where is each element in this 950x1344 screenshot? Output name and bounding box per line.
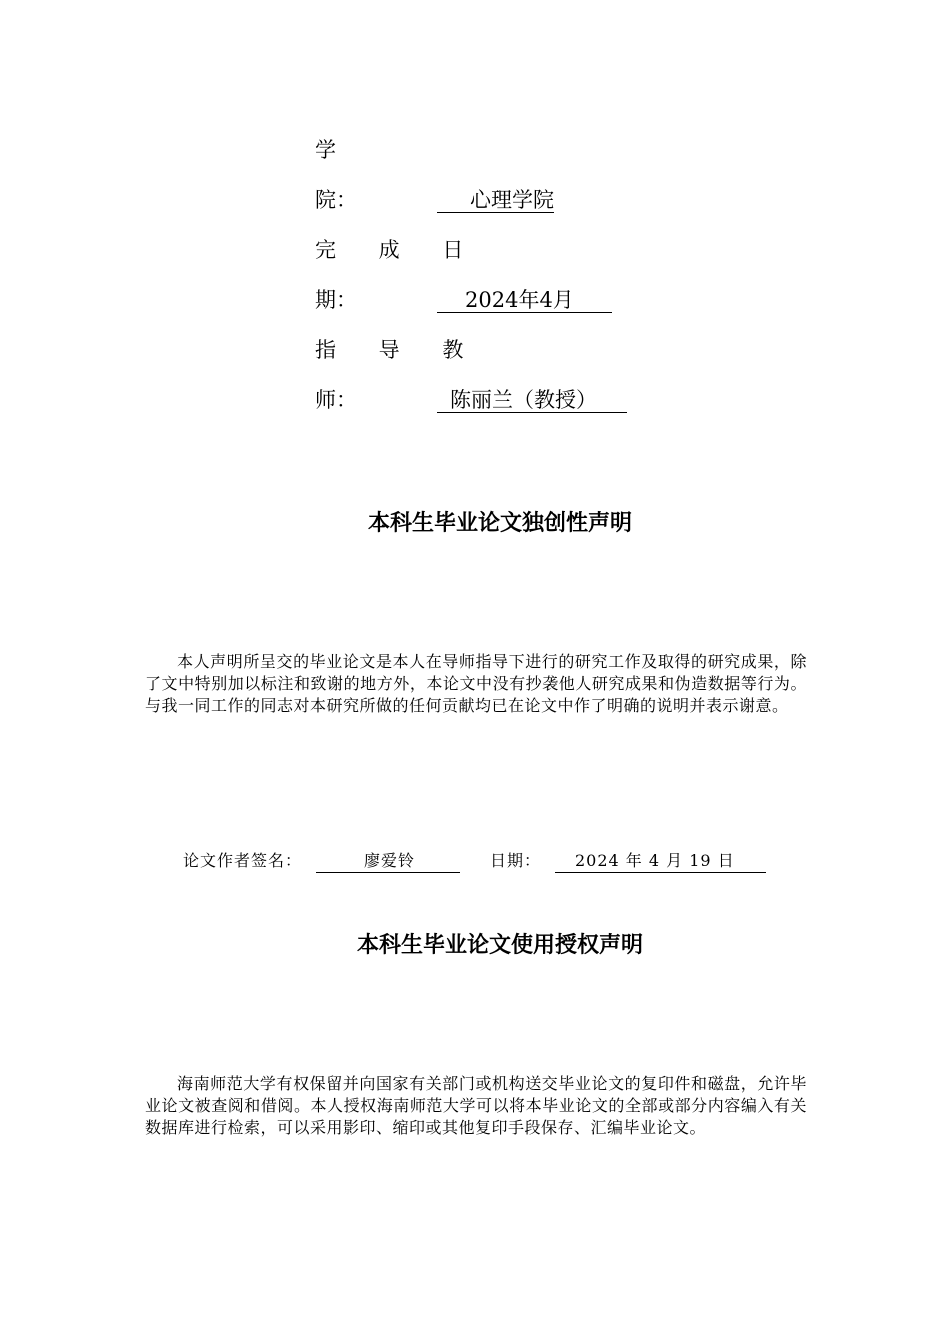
author-signature-label: 论文作者签名： (183, 851, 303, 870)
date-label-line2: 期： (315, 288, 357, 312)
signature-date-label: 日期： (490, 851, 542, 870)
author-signature-value: 廖爱铃 (316, 850, 460, 873)
advisor-label-line2: 师： (315, 388, 357, 412)
advisor-label-line1: 指 导 教 (315, 338, 482, 362)
date-label-line1: 完 成 日 (315, 238, 482, 262)
authorization-body: 海南师范大学有权保留并向国家有关部门或机构送交毕业论文的复印件和磁盘，允许毕业论文被查阅和借阅。本人授权海南师范大学可以将本毕业论文的全部或部分内容编入有关数据库进行检索，可以采用影印、缩印或其他复印手段保存、汇编毕业论文。 (145, 1074, 807, 1137)
advisor-value: 陈丽兰（教授） (437, 388, 627, 413)
originality-title: 本科生毕业论文独创性声明 (367, 511, 632, 536)
signature-date-value: 2024 年 4 月 19 日 (555, 850, 766, 873)
college-value: 心理学院 (437, 188, 554, 213)
college-label-line2: 院： (315, 188, 357, 212)
completion-date-value: 2024年4月 (437, 288, 612, 313)
college-label-line1: 学 (315, 138, 336, 162)
originality-body: 本人声明所呈交的毕业论文是本人在导师指导下进行的研究工作及取得的研究成果，除了文中特别加以标注和致谢的地方外，本论文中没有抄袭他人研究成果和伪造数据等行为。与我一同工作的同志对本研究所做的任何贡献均已在论文中作了明确的说明并表示谢意。 (145, 652, 807, 715)
authorization-title: 本科生毕业论文使用授权声明 (356, 933, 643, 958)
